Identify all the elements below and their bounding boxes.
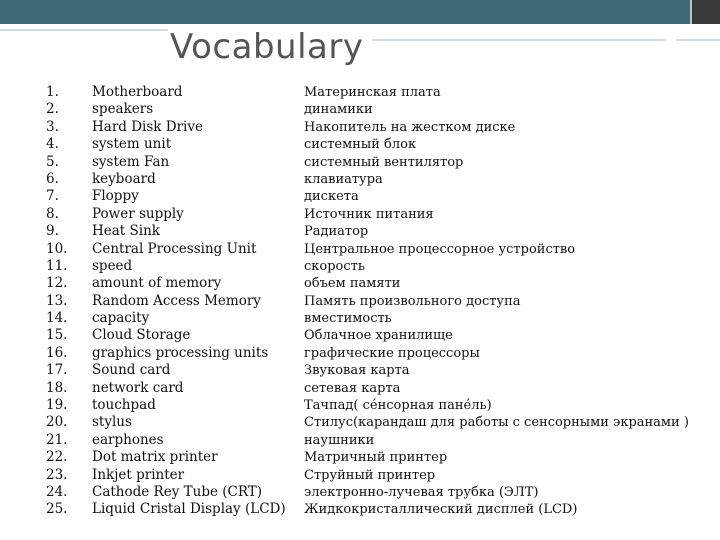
- russian-translation: скорость: [304, 258, 365, 274]
- russian-translation: электронно-лучевая трубка (ЭЛТ): [304, 484, 539, 500]
- russian-translation: Струйный принтер: [304, 467, 436, 483]
- vocab-row: [46, 345, 718, 362]
- english-term: Random Access Memory: [92, 292, 261, 309]
- english-term: amount of memory: [92, 275, 222, 292]
- vocab-number: 15.: [46, 327, 68, 344]
- russian-translation: Жидкокристаллический дисплей (LCD): [304, 502, 578, 518]
- english-term: Central Processing Unit: [92, 240, 257, 257]
- english-term: earphones: [92, 431, 164, 448]
- title-rule-right-end: [676, 39, 720, 41]
- russian-translation: Накопитель на жестком диске: [304, 119, 516, 135]
- vocab-number: 1.: [46, 84, 59, 100]
- vocab-row: [46, 362, 718, 379]
- vocab-number: 13.: [46, 292, 68, 309]
- vocab-number: 2.: [46, 101, 59, 118]
- vocab-row: [46, 136, 718, 153]
- vocab-row: [46, 223, 718, 240]
- vocab-row: [46, 206, 718, 223]
- vocab-row: [46, 397, 718, 414]
- vocab-row: [46, 380, 718, 397]
- english-term: speakers: [92, 101, 154, 118]
- russian-translation: Стилус(карандаш для работы с сенсорными экранами ): [304, 415, 689, 431]
- vocab-number: 6.: [46, 170, 59, 187]
- vocab-row: [46, 467, 718, 484]
- vocab-row: [46, 171, 718, 188]
- vocab-row: [46, 449, 718, 466]
- english-term: Power supply: [92, 205, 184, 222]
- vocab-row: [46, 310, 718, 327]
- vocab-number: 18.: [46, 379, 68, 396]
- russian-translation: системный блок: [304, 137, 417, 153]
- vocab-number: 4.: [46, 136, 59, 153]
- russian-translation: системный вентилятор: [304, 154, 464, 170]
- vocab-number: 22.: [46, 449, 68, 466]
- russian-translation: объем памяти: [304, 276, 401, 292]
- vocab-number: 24.: [46, 483, 68, 500]
- vocab-row: [46, 84, 718, 101]
- english-term: Cloud Storage: [92, 327, 191, 344]
- russian-translation: Звуковая карта: [304, 363, 410, 379]
- english-term: system Fan: [92, 153, 170, 170]
- vocab-row: [46, 414, 718, 431]
- english-term: speed: [92, 257, 133, 274]
- english-term: Heat Sink: [92, 223, 160, 240]
- russian-translation: Центральное процессорное устройство: [304, 241, 576, 257]
- english-term: touchpad: [92, 397, 156, 414]
- russian-translation: Материнская плата: [304, 85, 441, 100]
- title-rule-left: [0, 29, 168, 31]
- english-term: Dot matrix printer: [92, 449, 218, 466]
- english-term: Liquid Cristal Display (LCD): [92, 501, 286, 518]
- vocab-row: [46, 154, 718, 171]
- vocab-row: [46, 119, 718, 136]
- vocab-number: 16.: [46, 344, 68, 361]
- russian-translation: вместимость: [304, 311, 392, 327]
- vocab-row: [46, 258, 718, 275]
- vocab-row: [46, 293, 718, 310]
- russian-translation: Матричный принтер: [304, 450, 448, 466]
- slide-title: Vocabulary: [170, 27, 364, 67]
- vocab-number: 11.: [46, 257, 68, 274]
- vocab-number: 25.: [46, 501, 68, 518]
- russian-translation: Радиатор: [304, 224, 369, 240]
- russian-translation: Память произвольного доступа: [304, 293, 521, 309]
- vocab-number: 10.: [46, 240, 68, 257]
- vocab-row: [46, 484, 718, 501]
- vocab-number: 7.: [46, 188, 59, 205]
- vocabulary-list: [46, 84, 718, 519]
- english-term: Hard Disk Drive: [92, 118, 203, 135]
- english-term: Sound card: [92, 362, 171, 379]
- russian-translation: Облачное хранилище: [304, 328, 453, 344]
- vocab-row: [46, 432, 718, 449]
- vocab-row: [46, 327, 718, 344]
- vocab-row: [46, 275, 718, 292]
- english-term: stylus: [92, 414, 132, 431]
- vocab-number: 3.: [46, 118, 59, 135]
- vocab-number: 20.: [46, 414, 68, 431]
- top-decorative-bar: [0, 0, 720, 24]
- vocab-number: 23.: [46, 466, 68, 483]
- english-term: network card: [92, 379, 184, 396]
- english-term: Inkjet printer: [92, 466, 185, 483]
- russian-translation: клавиатура: [304, 171, 383, 187]
- russian-translation: динамики: [304, 102, 373, 118]
- vocab-row: [46, 188, 718, 205]
- vocab-number: 19.: [46, 397, 68, 414]
- vocab-row: [46, 501, 718, 518]
- english-term: Floppy: [92, 188, 139, 205]
- vocab-number: 5.: [46, 153, 59, 170]
- russian-translation: дискета: [304, 189, 359, 205]
- russian-translation: наушники: [304, 432, 375, 448]
- vocab-number: 12.: [46, 275, 68, 292]
- russian-translation: графические процессоры: [304, 345, 480, 361]
- vocab-number: 14.: [46, 310, 68, 327]
- vocab-number: 17.: [46, 362, 68, 379]
- vocab-row: [46, 101, 718, 118]
- vocab-number: 9.: [46, 223, 59, 240]
- vocab-row: [46, 241, 718, 258]
- english-term: graphics processing units: [92, 344, 269, 361]
- english-term: system unit: [92, 136, 172, 153]
- top-bar-corner-block: [692, 0, 720, 24]
- english-term: keyboard: [92, 170, 156, 187]
- vocab-number: 21.: [46, 431, 68, 448]
- english-term: Cathode Rey Tube (CRT): [92, 483, 263, 500]
- russian-translation: Источник питания: [304, 206, 434, 222]
- title-rule-right: [372, 39, 666, 41]
- english-term: Motherboard: [92, 84, 183, 100]
- english-term: capacity: [92, 310, 150, 327]
- russian-translation: сетевая карта: [304, 380, 401, 396]
- vocab-number: 8.: [46, 205, 59, 222]
- russian-translation: Тачпад( се́нсорная пане́ль): [304, 398, 492, 414]
